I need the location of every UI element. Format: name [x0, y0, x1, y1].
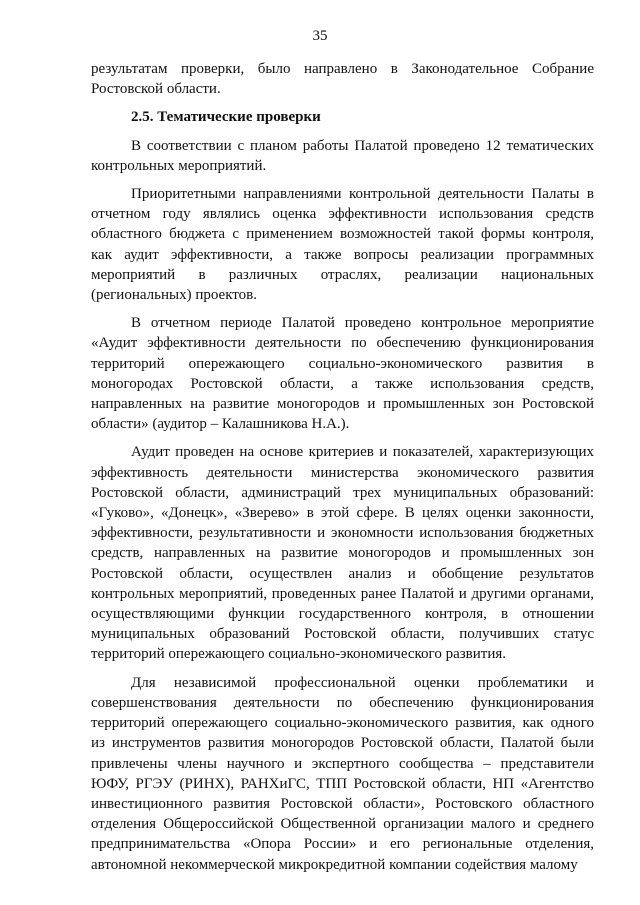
page-body: [91, 59, 594, 883]
body-paragraph: Аудит проведен на основе критериев и показателей, характеризующих эффективность деятельности министерства экономического развития Ростовской области, администраций трех муниципальных образований: «Гуково», «Донецк», «Зверево» в этой сфере. В целях оценки законности, эффективности, результативности и экономности использования бюджетных средств, направленных на развитие моногородов и промышленных зон Ростовской области, осуществлен анализ и обобщение результатов контрольных мероприятий, проведенных ранее Палатой и другими органами, осуществляющими функции государственного контроля, в отношении муниципальных образований Ростовской области, получивших статус территорий опережающего социально-экономического развития.: [91, 444, 594, 663]
body-paragraph: В отчетном периоде Палатой проведено контрольное мероприятие «Аудит эффективности деятельности по обеспечению функционирования территорий опережающего социально-экономического развития в моногородах Ростовской области, а также использования средств, направленных на развитие моногородов и промышленных зон Ростовской области» (аудитор – Калашникова Н.А.).: [91, 315, 594, 433]
section-heading: 2.5. Тематические проверки: [131, 109, 321, 126]
body-paragraph: В соответствии с планом работы Палатой проведено 12 тематических контрольных мероприятий.: [91, 137, 594, 174]
page-number: 35: [312, 28, 328, 44]
continued-paragraph: результатам проверки, было направлено в Законодательное Собрание Ростовской области.: [91, 61, 594, 98]
body-paragraph: Для независимой профессиональной оценки проблематики и совершенствования деятельности по обеспечению функционирования территорий опережающего социально-экономического развития, как одного из инструментов развития моногородов Ростовской области, Палатой были привлечены члены научного и экспертного сообщества – представители ЮФУ, РГЭУ (РИНХ), РАНХиГС, ТПП Ростовской области, НП «Агентство инвестиционного развития Ростовской области», Ростовского областного отделения Общероссийской Общественной организации малого и среднего предпринимательства «Опора России» и его региональные отделения, автономной некоммерческой микрокредитной компании содействия малому: [91, 674, 594, 873]
body-paragraph: Приоритетными направлениями контрольной деятельности Палаты в отчетном году являлись оценка эффективности использования средств областного бюджета с применением возможностей такой формы контроля, как аудит эффективности, а также вопросы реализации программных мероприятий в различных отраслях, реализации национальных (региональных) проектов.: [91, 186, 594, 304]
